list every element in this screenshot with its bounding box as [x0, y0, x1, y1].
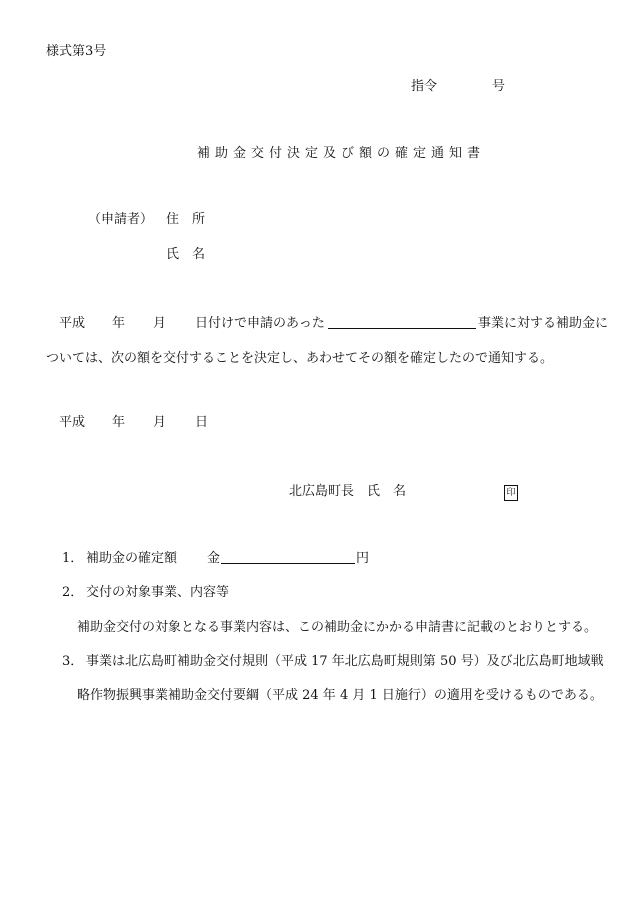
body-line2: ついては、次の額を交付することを決定し、あわせてその額を確定したので通知する。 — [46, 351, 554, 366]
signer-title: 北広島町長 氏 名 — [289, 484, 407, 499]
amount-blank — [221, 551, 355, 569]
item2-number: 2． — [62, 585, 84, 600]
document-title: 補助金交付決定及び額の確定通知書 — [197, 146, 486, 161]
body-month: 月 — [153, 316, 167, 331]
body-era: 平成 — [59, 316, 86, 331]
body-year: 年 — [112, 316, 126, 331]
item2-label: 交付の対象事業、内容等 — [86, 585, 230, 600]
item3-number: 3． — [62, 654, 84, 669]
item3-line2: 略作物振興事業補助金交付要綱（平成 24 年 4 月 1 日施行）の適用を受けるものである。 — [77, 688, 603, 703]
seal-icon: 印 — [504, 485, 518, 501]
date-month: 月 — [153, 415, 167, 430]
address-label: 住 所 — [166, 212, 206, 227]
item1-number: 1． — [62, 551, 84, 566]
name-label: 氏 名 — [166, 247, 206, 262]
item1-label: 補助金の確定額 — [86, 551, 178, 566]
item3-line1: 事業は北広島町補助金交付規則（平成 17 年北広島町規則第 50 号）及び北広島町地域戦 — [86, 654, 604, 669]
date-year: 年 — [112, 415, 126, 430]
body-day-text: 日付けで申請のあった — [195, 316, 325, 331]
item1-prefix: 金 — [207, 551, 221, 566]
applicant-role: （申請者） — [88, 212, 154, 227]
date-era: 平成 — [59, 415, 86, 430]
item2-detail: 補助金交付の対象となる事業内容は、この補助金にかかる申請書に記載のとおりとする。 — [77, 620, 598, 635]
date-day: 日 — [195, 415, 209, 430]
body-after-blank: 事業に対する補助金に — [478, 316, 609, 331]
directive-label: 指令 — [411, 79, 438, 94]
item1-suffix: 円 — [356, 551, 370, 566]
form-number: 様式第3号 — [46, 44, 107, 59]
directive-suffix: 号 — [492, 79, 506, 94]
project-blank — [328, 316, 476, 334]
seal-mark — [504, 484, 518, 501]
